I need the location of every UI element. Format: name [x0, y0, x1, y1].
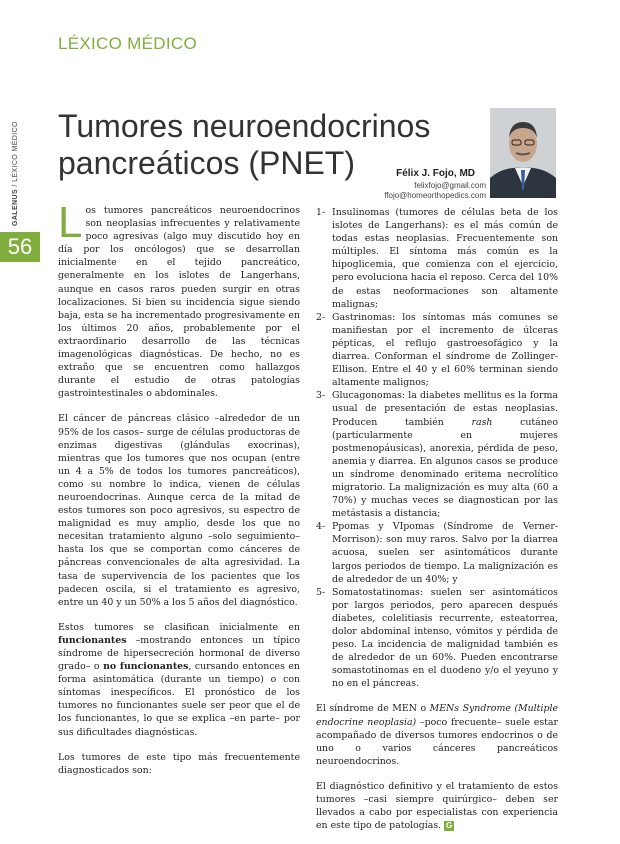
page-number: 56: [7, 234, 33, 259]
final-paragraph: El diagnóstico definitivo y el tratamiento de estos tumores –casi siempre quirúrgico– deben ser llevados a cabo por especialistas con experiencia en este tipo de patologías. G: [316, 780, 558, 832]
author-email-1[interactable]: felixfojo@gmail.com: [414, 181, 486, 190]
paragraph-2: El cáncer de páncreas clásico –alrededor de un 95% de los casos– surge de células productoras de enzimas digestivas (glándulas exocrinas), mientras que los tumores que nos ocupan (entre un 4 a 5% de todos los tumores pancreáticos), como su nombre lo indica, vienen de células neuroendocrinas. Aunque cerca de la mitad de estos tumores son poco agresivos, su espectro de malignidad es muy amplio, desde los que no necesitan tratamiento alguno –solo seguimiento– hasta los que se comportan como cánceres de páncreas convencionales de alta agresividad. La tasa de supervivencia de los pacientes que los padecen oscila, si el tratamiento es agresivo, entre un 40 y un 50% a los 5 años del diagnóstico.: [58, 413, 300, 608]
paragraph-3: Estos tumores se clasifican inicialmente en funcionantes –mostrando entonces un típico síndrome de hipersecreción hormonal de diverso grado– o no funcionantes, cursando entonces en forma asintomática (durante un tiempo) o con síntomas inespecíficos. El pronóstico de los tumores no funcionantes suele ser peor que el de los funcionantes, lo que se explica –en parte– por sus dificultades diagnósticas.: [58, 621, 300, 738]
vertical-brand: GALENUS: [12, 188, 19, 226]
author-photo: [490, 108, 556, 198]
section-label: LÉXICO MÉDICO: [58, 34, 197, 53]
author-email-2[interactable]: ffojo@homeorthopedics.com: [384, 191, 486, 200]
vertical-section: / LÉXICO MÉDICO: [12, 121, 19, 189]
intro-paragraph: Los tumores pancreáticos neuroendocrinos son neoplasias infrecuentes y relativamente poco agresivas (algo muy discutido hoy en día por los oncólogos) que se desarrollan inicialmente en el tejido pancreático, generalmente en los islotes de Langerhans, aunque en casos raros pueden surgir en otras localizaciones. Si bien su incidencia sigue siendo baja, esta se ha incrementado progresivamente en los últimos 20 años, probablemente por el extraordinario desarrollo de las técnicas imagenológicas diagnósticas. De hecho, no es extraño que se encuentren como hallazgos durante el estudio de otras patologías gastrointestinales o abdominales.: [58, 198, 300, 400]
author-portrait-icon: [490, 108, 556, 198]
left-column: [58, 198, 300, 789]
list-item: 1- Insulinomas (tumores de células beta de los islotes de Langerhans): es el más común de todas estas neoplasias. Frecuentemente son múltiples. El síntoma más común es la hipoglicemia, que comienza con el ejercicio, pero evoluciona hacia el reposo. Cerca del 10% de estas neoformaciones son altamente malignas;: [316, 207, 558, 310]
author-name: Félix J. Fojo, MD: [396, 168, 475, 179]
vertical-section-label: [12, 121, 19, 226]
list-item: 3- Glucagonomas: la diabetes mellitus es la forma usual de presentación de estas neoplasias. Producen también rash cutáneo (particularmente en mujeres postmenopáusicas), anorexia, pérdida de peso, anemia y diarrea. En algunos casos se produce un síndrome denominado eritema necrolítico migratorio. La malignización es muy alta (60 a 70%) y muchas veces se diagnostican por las metástasis a distancia;: [316, 390, 558, 520]
list-item: 2- Gastrinomas: los síntomas más comunes se manifiestan por el incremento de úlceras pépticas, el reflujo gastroesofágico y la diarrea. Conforman el síndrome de Zollinger-Ellison. Entre el 40 y el 60% terminan siendo altamente malignos;: [316, 311, 558, 389]
men-paragraph: El síndrome de MEN o MENs Syndrome (Multiple endocrine neoplasia) –poco frecuente– suele estar acompañado de diversos tumores endocrinos o de uno o varios cánceres pancreáticos neuroendocrinos.: [316, 703, 559, 767]
dropcap: L: [58, 198, 83, 247]
paragraph-4: Los tumores de este tipo más frecuentemente diagnosticados son:: [58, 751, 300, 776]
tumor-list: [316, 206, 558, 690]
end-mark-icon: G: [446, 820, 453, 830]
right-column: [316, 206, 558, 844]
bold-funcionantes: funcionantes: [58, 634, 127, 646]
title-line-1: Tumores neuroendocrinos: [58, 108, 431, 144]
title-line-2: pancreáticos (PNET): [58, 145, 355, 181]
list-item: 5- Somatostatinomas: suelen ser asintomáticos por largos periodos, pero aparecen después diabetes, colelitiasis recurrente, esteatorrea, dolor abdominal intenso, vómitos y pérdida de peso. La incidencia de malignidad también es de alrededor de un 60%. Pueden encontrarse somastotinomas en el duodeno y/o el yeyuno y no en el páncreas.: [316, 586, 558, 690]
list-item: 4- Ppomas y VIpomas (Síndrome de Verner-Morrison): son muy raros. Salvo por la diarrea acuosa, suelen ser asintomáticos durante largos periodos de tiempo. La malignización es de alrededor de un 40%; y: [316, 521, 558, 585]
bold-no-funcionantes: no funcionantes: [103, 661, 189, 673]
